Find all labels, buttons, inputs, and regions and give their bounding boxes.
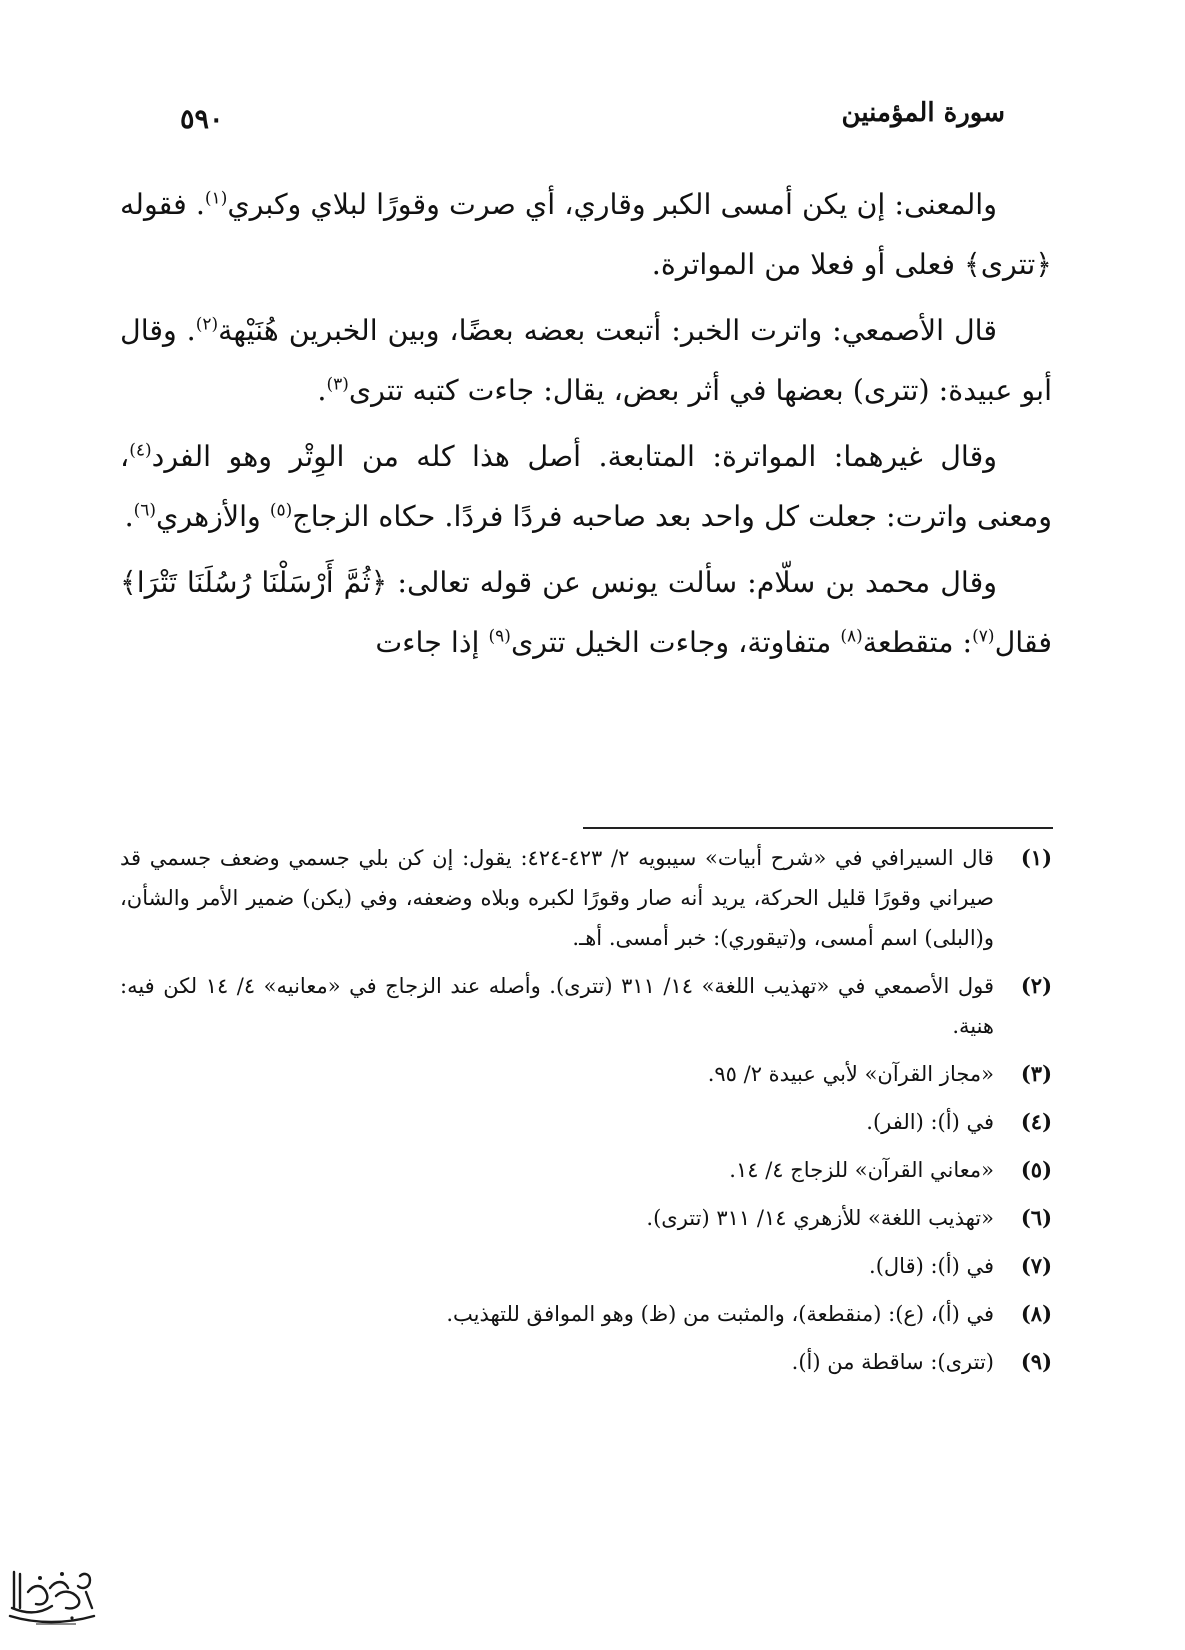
running-title: سورة المؤمنين [841, 98, 1005, 128]
footnote-reference: (٨) [840, 626, 863, 647]
footnote-number: (٥) [1020, 1157, 1052, 1182]
footnote-number: (٣) [1020, 1061, 1052, 1086]
footnote-text: في (أ): (الفر). [866, 1110, 994, 1134]
body-text-run: : متقطعة [862, 626, 973, 659]
footnote-item [120, 1150, 1052, 1190]
body-text-run: وقال غيرهما: المواترة: المتابعة. أصل هذا كله من الوِتْر وهو الفرد [151, 440, 997, 473]
footnote-item [120, 1054, 1052, 1094]
footnote-item [120, 838, 1052, 958]
footnote-item [120, 1342, 1052, 1382]
body-text-run: وقال محمد بن سلّام: سألت يونس عن قوله تعالى: ﴿ثُمَّ أَرْسَلْنَا رُسُلَنَا تَتْرَا﴾ فقال [120, 566, 1052, 659]
body-text-run: . [317, 374, 327, 407]
footnote-number: (٩) [1020, 1349, 1052, 1374]
footnote-text: «تهذيب اللغة» للأزهري ١٤/ ٣١١ (تترى). [646, 1206, 994, 1230]
body-paragraph [120, 301, 1052, 421]
footnote-item [120, 1102, 1052, 1142]
footnote-text: «معاني القرآن» للزجاج ٤/ ١٤. [729, 1158, 994, 1182]
body-text-run: متفاوتة، وجاءت الخيل تترى [510, 626, 841, 659]
body-text-run: والأزهري [156, 500, 270, 533]
main-text [120, 175, 1052, 673]
footnote-separator [583, 827, 1053, 829]
footnote-number: (٢) [1020, 973, 1052, 998]
footnote-text: «مجاز القرآن» لأبي عبيدة ٢/ ٩٥. [707, 1062, 994, 1086]
body-text-run: . فقوله ﴿تترى﴾ فعلى أو فعلا من المواترة. [120, 188, 1052, 281]
footnote-text: قال السيرافي في «شرح أبيات» سيبويه ٢/ ٤٢٣-٤٢٤: يقول: إن كن بلي جسمي وضعف جسمي قد صيراني وقورًا قليل الحركة، يريد أنه صار وقورًا لكبره وبلاه وضعفه، وفي (يكن) ضمير الأمر والشأن، و(البلى) اسم أمسى، و(تيقوري): خبر أمسى. أهـ. [120, 846, 994, 950]
body-text-run: إذا جاءت [375, 626, 489, 659]
footnote-reference: (٤) [129, 440, 152, 461]
footnote-reference: (٣) [326, 374, 349, 395]
body-text-run: والمعنى: إن يكن أمسى الكبر وقاري، أي صرت وقورًا لبلاي وكبري [227, 188, 997, 221]
body-paragraph [120, 175, 1052, 295]
footnote-item [120, 1246, 1052, 1286]
page-number: ٥٩٠ [180, 104, 224, 135]
footnote-number: (٦) [1020, 1205, 1052, 1230]
footnote-reference: (٩) [488, 626, 511, 647]
footnote-item [120, 966, 1052, 1046]
footnote-number: (٨) [1020, 1301, 1052, 1326]
body-paragraph [120, 427, 1052, 547]
footnote-text: (تترى): ساقطة من (أ). [791, 1350, 994, 1374]
footnote-text: قول الأصمعي في «تهذيب اللغة» ١٤/ ٣١١ (تترى). وأصله عند الزجاج في «معانيه» ٤/ ١٤ لكن فيه: هنية. [120, 974, 994, 1038]
footnote-item [120, 1294, 1052, 1334]
footnotes [120, 838, 1052, 1390]
footnote-text: في (أ)، (ع): (منقطعة)، والمثبت من (ظ) وهو الموافق للتهذيب. [446, 1302, 994, 1326]
body-paragraph [120, 553, 1052, 673]
footnote-text: في (أ): (قال). [869, 1254, 994, 1278]
body-text-run: قال الأصمعي: واترت الخبر: أتبعت بعضه بعضًا، وبين الخبرين هُنَيْهة [218, 314, 997, 347]
footnote-item [120, 1198, 1052, 1238]
body-text-run: ، ومعنى واترت: جعلت كل واحد بعد صاحبه فردًا فردًا. حكاه الزجاج [120, 440, 1052, 533]
footnote-number: (٧) [1020, 1253, 1052, 1278]
footnote-reference: (٢) [195, 314, 219, 335]
body-text-run: . [124, 500, 134, 533]
calligraphic-seal-logo-icon [6, 1558, 98, 1630]
body-text-run: . وقال أبو عبيدة: (تترى) بعضها في أثر بعض، يقال: جاءت كتبه تترى [120, 314, 1052, 407]
footnote-reference: (١) [204, 188, 228, 209]
footnote-number: (١) [1020, 845, 1052, 870]
running-head [180, 98, 1005, 138]
footnote-number: (٤) [1020, 1109, 1052, 1134]
footnote-reference: (٧) [972, 626, 995, 647]
footnote-reference: (٥) [269, 500, 293, 521]
footnote-reference: (٦) [133, 500, 157, 521]
